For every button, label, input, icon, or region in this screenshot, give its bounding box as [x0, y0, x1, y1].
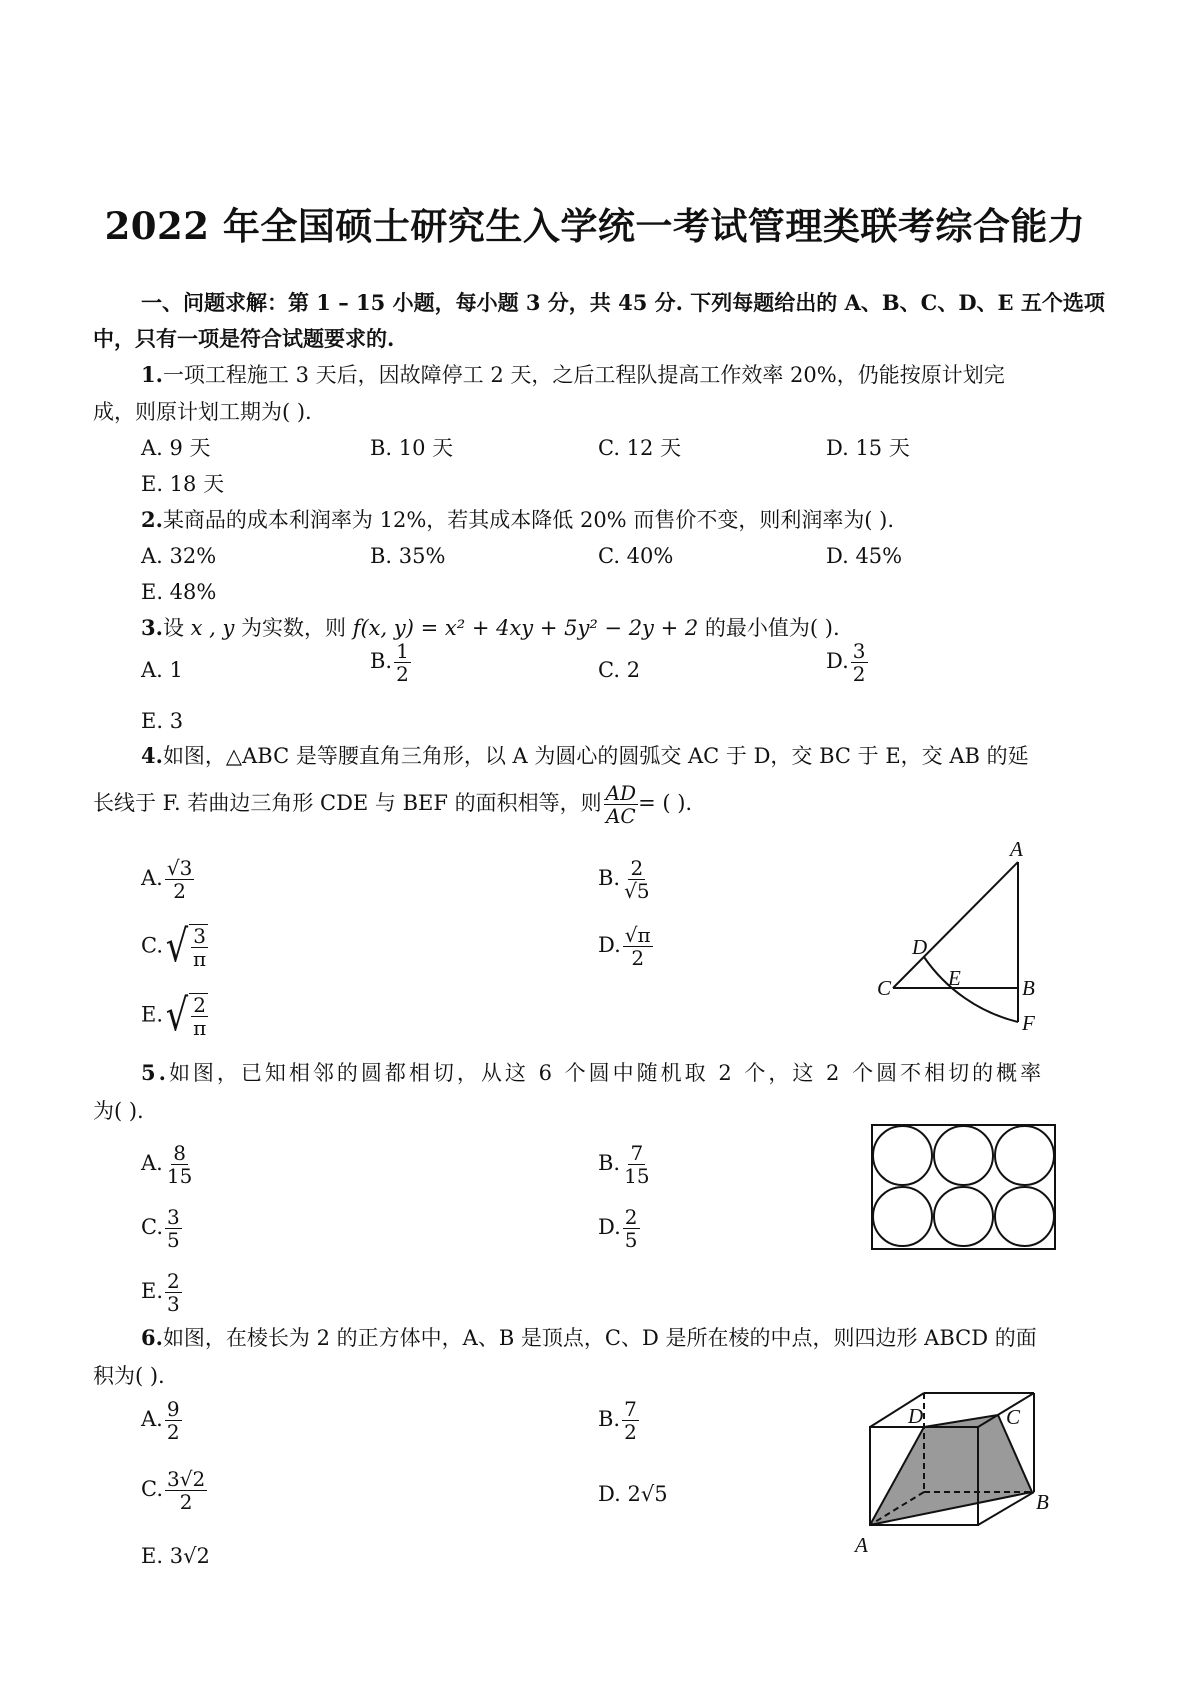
option-label: D.	[826, 649, 849, 673]
numerator: 3	[167, 1205, 180, 1229]
question-text: 如图，在棱长为 2 的正方体中，A、B 是顶点，C、D 是所在棱的中点，则四边形 ABCD 的面	[162, 1326, 1037, 1350]
option-a[interactable]: A. 9 天	[141, 436, 211, 460]
numerator: √π	[624, 923, 651, 947]
option-value: 3√2	[169, 1544, 210, 1568]
option-e[interactable]: E. 18 天	[141, 472, 225, 496]
question-text: 设	[162, 616, 191, 640]
option-label: E.	[141, 1279, 164, 1303]
option-b[interactable]: B. 35%	[370, 544, 446, 568]
section-heading-cont: 中，只有一项是符合试题要求的.	[93, 326, 395, 351]
denominator: AC	[605, 804, 636, 828]
option-value: 2	[626, 658, 641, 682]
label-b: B	[1022, 976, 1035, 1000]
option-label: C.	[598, 658, 620, 682]
numerator: 3	[193, 924, 206, 948]
numerator: 7	[630, 1141, 644, 1165]
option-label: C.	[141, 1215, 163, 1239]
radical-sign-icon: √	[165, 990, 189, 1041]
option-label: B.	[370, 649, 393, 673]
label-c: C	[877, 976, 892, 1000]
denominator: 2	[173, 879, 186, 903]
denominator: π	[193, 947, 207, 971]
option-label: B.	[598, 866, 621, 890]
question-number: 1.	[141, 362, 163, 387]
option-label: B.	[598, 1407, 621, 1431]
numerator: 2	[167, 1269, 180, 1293]
option-d[interactable]: D. 15 天	[826, 436, 910, 460]
option-label: A.	[141, 1151, 163, 1175]
option-label: A.	[141, 1407, 163, 1431]
numerator: 3	[852, 639, 866, 663]
numerator: 8	[173, 1141, 186, 1165]
label-b: B	[1036, 1490, 1049, 1514]
section-heading: 一、问题求解：第 1 – 15 小题，每小题 3 分，共 45 分. 下列每题给出的 A、B、C、D、E 五个选项	[141, 290, 1105, 315]
question-text: 某商品的成本利润率为 12%，若其成本降低 20% 而售价不变，则利润率为( ).	[162, 508, 895, 532]
variables: x , y	[190, 616, 235, 640]
option-b[interactable]: B. 10 天	[370, 436, 454, 460]
question-text: 的最小值为( ).	[698, 616, 840, 640]
label-d: D	[908, 1404, 924, 1428]
question-6-cont: 积为( ).	[93, 1364, 165, 1388]
denominator: 15	[166, 1164, 193, 1188]
option-value: 2√5	[627, 1482, 668, 1506]
denominator: 5	[167, 1228, 180, 1252]
question-1-cont: 成，则原计划工期为( ).	[93, 400, 312, 424]
question-5-cont: 为( ).	[93, 1099, 144, 1123]
option-label: C.	[141, 1477, 163, 1501]
option-label: A.	[141, 658, 163, 682]
denominator: 15	[624, 1164, 650, 1188]
option-label: D.	[598, 933, 621, 957]
option-label: E.	[141, 1544, 164, 1568]
denominator: 2	[631, 946, 645, 970]
denominator: 2	[166, 1420, 180, 1444]
question-text: 长线于 F. 若曲边三角形 CDE 与 BEF 的面积相等，则	[93, 791, 602, 815]
option-d[interactable]: D. 45%	[826, 544, 903, 568]
numerator: 2	[624, 1205, 638, 1229]
option-e[interactable]: E. 48%	[141, 580, 217, 604]
page-title: 2022 年全国硕士研究生入学统一考试管理类联考综合能力	[104, 204, 1086, 248]
numerator: AD	[605, 781, 637, 805]
numerator: 1	[396, 639, 409, 663]
option-label: A.	[141, 866, 163, 890]
option-value: 1	[169, 658, 183, 682]
option-c[interactable]: C. 40%	[598, 544, 674, 568]
numerator: 2	[630, 856, 644, 880]
numerator: 7	[624, 1397, 637, 1421]
question-text: 一项工程施工 3 天后，因故障停工 2 天，之后工程队提高工作效率 20%，仍能按原计划完	[162, 363, 1005, 387]
option-label: D.	[598, 1482, 621, 1506]
numerator: 9	[166, 1397, 180, 1421]
option-label: C.	[141, 933, 163, 958]
question-number: 6.	[141, 1325, 163, 1350]
numerator: 2	[193, 993, 206, 1017]
question-text: = ( ).	[638, 791, 693, 815]
question-number: 3.	[141, 615, 163, 640]
question-text: 为实数，则	[234, 616, 353, 640]
option-label: B.	[598, 1151, 621, 1175]
formula: f(x, y) = x² + 4xy + 5y² − 2y + 2	[352, 616, 699, 640]
denominator: 3	[167, 1292, 180, 1316]
question-text: 如图，△ABC 是等腰直角三角形，以 A 为圆心的圆弧交 AC 于 D，交 BC 于 E，交 AB 的延	[162, 744, 1029, 768]
question-number: 5.	[141, 1060, 169, 1085]
option-value: 3	[169, 709, 184, 733]
numerator: 3√2	[167, 1467, 206, 1491]
label-a: A	[855, 1533, 868, 1557]
label-c: C	[1006, 1405, 1021, 1429]
question-number: 4.	[141, 743, 163, 768]
radical-sign-icon: √	[165, 921, 189, 972]
denominator: 5	[624, 1228, 638, 1252]
question-text: 如图，已知相邻的圆都相切，从这 6 个圆中随机取 2 个，这 2 个圆不相切的概率	[168, 1061, 1045, 1085]
option-label: E.	[141, 709, 164, 733]
option-c[interactable]: C. 12 天	[598, 436, 682, 460]
option-a[interactable]: A. 32%	[141, 544, 217, 568]
option-label: E.	[141, 1002, 164, 1027]
label-f: F	[1022, 1011, 1035, 1035]
denominator: 2	[396, 662, 409, 686]
option-label: D.	[598, 1215, 621, 1239]
question-number: 2.	[141, 507, 163, 532]
denominator: 2	[624, 1420, 637, 1444]
denominator: π	[193, 1016, 207, 1040]
numerator: √3	[166, 856, 193, 880]
label-d: D	[912, 935, 928, 959]
label-a: A	[1010, 837, 1023, 861]
denominator: 2	[179, 1490, 193, 1514]
label-e: E	[948, 966, 961, 990]
denominator: 2	[852, 662, 866, 686]
denominator: √5	[624, 879, 650, 903]
